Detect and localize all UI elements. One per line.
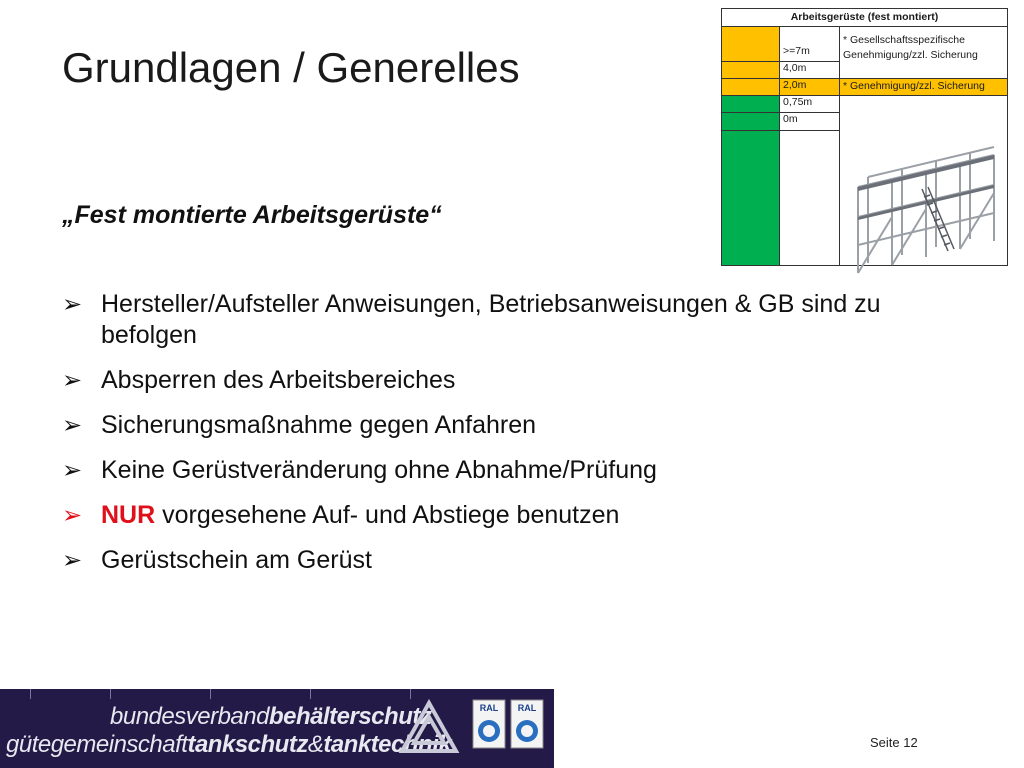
height-cell: 2,0m	[780, 79, 839, 96]
color-cell-yellow	[722, 27, 779, 62]
table-title: Arbeitsgerüste (fest montiert)	[722, 9, 1007, 27]
bullet-item	[62, 410, 912, 441]
bullet-text: Sicherungsmaßnahme gegen Anfahren	[101, 411, 537, 439]
ral-seal-icon	[510, 699, 544, 749]
bullet-list	[62, 289, 912, 590]
color-cell-green	[722, 113, 779, 131]
height-cell: 0m	[780, 113, 839, 131]
color-cell-green	[722, 131, 779, 265]
color-cell-yellow	[722, 79, 779, 96]
quality-association-name: gütegemeinschafttankschutz&tanktechnik	[6, 731, 452, 758]
height-cell: 0,75m	[780, 96, 839, 113]
arrow-bullet-icon: ➢	[62, 367, 83, 394]
ral-seal-icon	[472, 699, 506, 749]
bullet-item	[62, 455, 912, 486]
note-column	[840, 27, 1007, 265]
bullet-text: Gerüstschein am Gerüst	[101, 546, 372, 574]
bullet-text: Hersteller/Aufsteller Anweisungen, Betriebsanweisungen & GB sind zu befolgen	[101, 290, 881, 349]
height-column	[780, 27, 840, 265]
arrow-bullet-icon: ➢	[62, 412, 83, 439]
color-cell-yellow	[722, 62, 779, 79]
note-cell: * Genehmigung/zzl. Sicherung	[840, 79, 1007, 96]
triangle-logo-icon	[398, 699, 460, 755]
bullet-item	[62, 365, 912, 396]
color-column	[722, 27, 780, 265]
slide-title: Grundlagen / Generelles	[62, 44, 520, 91]
svg-text:RAL: RAL	[479, 703, 499, 713]
arrow-bullet-icon: ➢	[62, 291, 83, 318]
bullet-item-highlight	[62, 500, 912, 531]
emphasis-text: NUR	[101, 501, 156, 529]
arrow-bullet-icon: ➢	[62, 547, 83, 574]
footer-logo-banner	[0, 689, 554, 768]
slide-subtitle: „Fest montierte Arbeitsgerüste“	[62, 201, 442, 229]
color-cell-green	[722, 96, 779, 113]
arrow-bullet-icon: ➢	[62, 502, 83, 529]
note-cell: * Gesellschaftsspezifische Genehmigung/zzl. Sicherung	[840, 27, 1007, 79]
arrow-bullet-icon: ➢	[62, 457, 83, 484]
svg-text:RAL: RAL	[517, 703, 537, 713]
height-cell: >=7m	[780, 27, 839, 62]
bullet-text: vorgesehene Auf- und Abstiege benutzen	[155, 501, 620, 529]
height-cell: 4,0m	[780, 62, 839, 79]
bullet-item	[62, 545, 912, 576]
bullet-item	[62, 289, 912, 351]
bullet-text: Absperren des Arbeitsbereiches	[101, 366, 456, 394]
bullet-text: Keine Gerüstveränderung ohne Abnahme/Prüfung	[101, 456, 657, 484]
page-number: Seite 12	[870, 735, 918, 750]
scaffold-illustration	[852, 139, 1000, 275]
association-name: bundesverbandbehälterschutz	[110, 703, 432, 730]
scaffold-height-table	[721, 8, 1008, 266]
